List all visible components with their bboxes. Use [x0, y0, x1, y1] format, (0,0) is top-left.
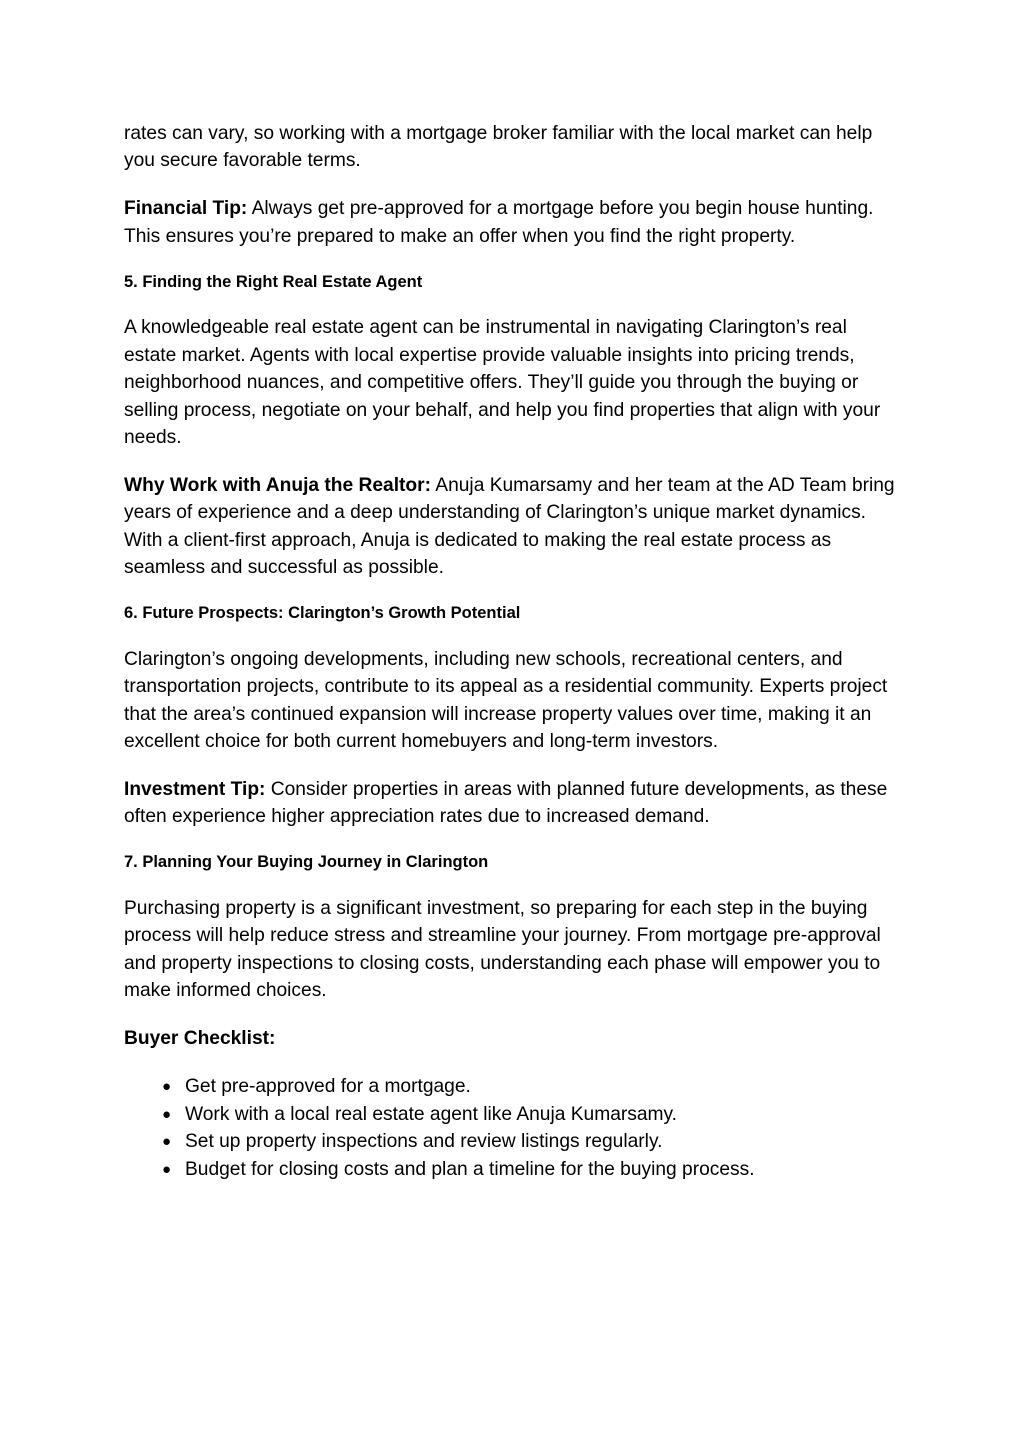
financial-tip-text: Always get pre-approved for a mortgage before you begin house hunting. This ensures you’re prepared to make an offer when you find the right property. [124, 198, 874, 247]
checklist-item-text: Get pre-approved for a mortgage. [185, 1076, 471, 1098]
why-work-text: Anuja Kumarsamy and her team at the AD Team bring years of experience and a deep understanding of Clarington’s unique market dynamics. With a client-first approach, Anuja is dedicated to making the real estate process as seamless and successful as possible. [124, 475, 895, 579]
investment-tip-paragraph [124, 776, 904, 831]
checklist-item [124, 1073, 904, 1100]
checklist-item [124, 1128, 904, 1155]
checklist-item [124, 1101, 904, 1128]
investment-tip-label: Investment Tip: [124, 779, 266, 801]
section-7-paragraph: Purchasing property is a significant investment, so preparing for each step in the buying process will help reduce stress and streamline your journey. From mortgage pre-approval and property inspections to closing costs, understanding each phase will empower you to make informed choices. [124, 898, 881, 1002]
document-page [124, 120, 904, 1183]
bullet-icon: ● [162, 1105, 172, 1123]
buyer-checklist [124, 1073, 904, 1183]
bullet-icon: ● [162, 1160, 172, 1178]
bullet-icon: ● [162, 1133, 172, 1151]
intro-paragraph: rates can vary, so working with a mortgage broker familiar with the local market can help you secure favorable terms. [124, 123, 873, 172]
why-work-label: Why Work with Anuja the Realtor: [124, 475, 432, 497]
section-6-heading: 6. Future Prospects: Clarington’s Growth Potential [124, 604, 521, 623]
section-5-heading: 5. Finding the Right Real Estate Agent [124, 272, 423, 291]
investment-tip-text: Consider properties in areas with planned future developments, as these often experience higher appreciation rates due to increased demand. [124, 779, 888, 828]
bullet-icon: ● [162, 1078, 172, 1096]
checklist-item-text: Set up property inspections and review listings regularly. [185, 1131, 663, 1153]
checklist-item-text: Budget for closing costs and plan a timeline for the buying process. [185, 1158, 755, 1180]
section-7-heading: 7. Planning Your Buying Journey in Clarington [124, 853, 489, 872]
checklist-item-text: Work with a local real estate agent like Anuja Kumarsamy. [185, 1103, 677, 1125]
section-6-paragraph: Clarington’s ongoing developments, including new schools, recreational centers, and transportation projects, contribute to its appeal as a residential community. Experts project that the area’s continued expansion will increase property values over time, making it an excellent choice for both current homebuyers and long-term investors. [124, 648, 888, 753]
financial-tip-label: Financial Tip: [124, 198, 248, 220]
buyer-checklist-label: Buyer Checklist: [124, 1028, 276, 1050]
section-5-paragraph: A knowledgeable real estate agent can be instrumental in navigating Clarington’s real estate market. Agents with local expertise provide valuable insights into pricing trends, neighborhood nuances, and competitive offers. They’ll guide you through the buying or selling process, negotiate on your behalf, and help you find properties that align with your needs. [124, 317, 881, 449]
financial-tip-paragraph [124, 195, 904, 250]
checklist-item [124, 1156, 904, 1183]
why-work-paragraph [124, 472, 904, 582]
